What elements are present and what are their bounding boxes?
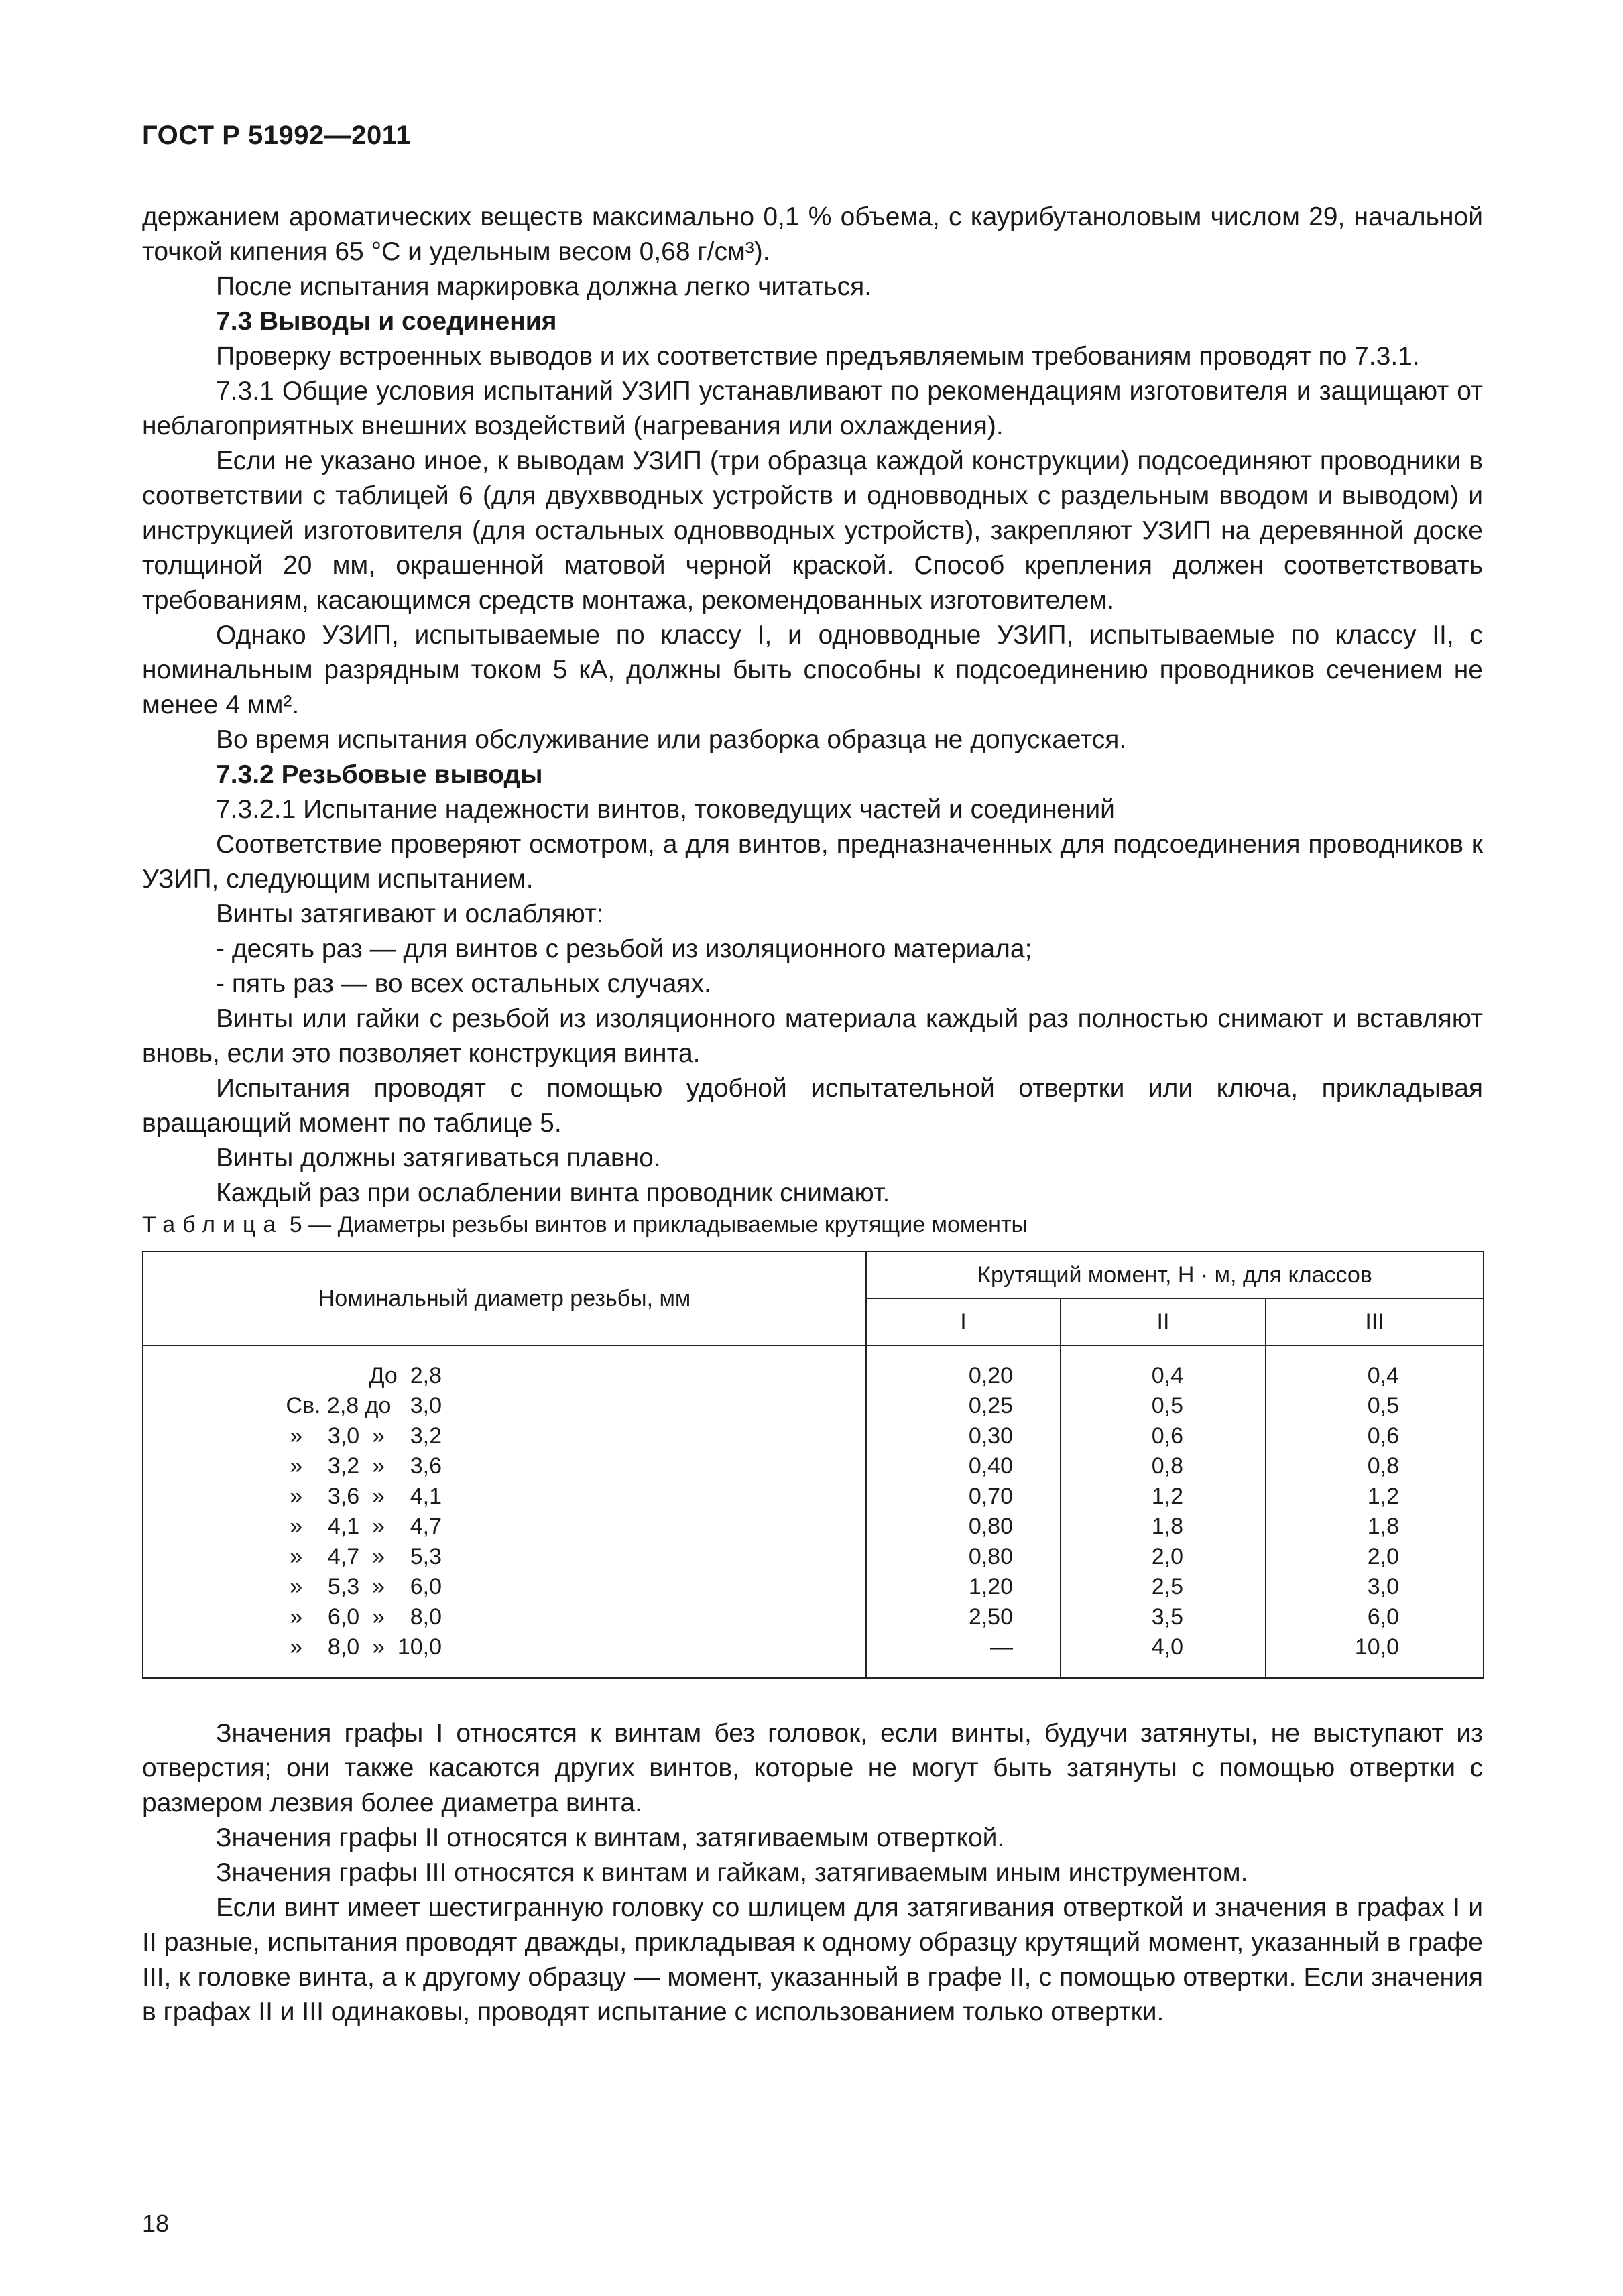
paragraph: После испытания маркировка должна легко читаться.: [216, 272, 872, 301]
class-iii-cell: 0,4: [1367, 1363, 1400, 1388]
class-iii-cell: 3,0: [1367, 1574, 1400, 1599]
table-caption-word: Таблица: [142, 1212, 284, 1237]
class-i-cell: 0,20: [968, 1363, 1013, 1388]
table-body-row: [143, 1345, 1484, 1678]
torque-table: [142, 1251, 1484, 1679]
paragraph: 7.3.1 Общие условия испытаний УЗИП устанавливают по рекомендациям изготовителя и защищают от неблагоприятных внешних воздействий (нагревания или охлаждения).: [142, 377, 1483, 440]
paragraph: Если винт имеет шестигранную головку со шлицем для затягивания отверткой и значения в графах I и II разные, испытания проводят дважды, прикладывая к одному образцу крутящий момент, указанный в графе III, к головке винта, а к другому образцу — момент, указанный в графе II, с помощью отвертки. Если значения в графах II и III одинаковы, проводят испытание с использованием только отвертки.: [142, 1893, 1483, 2027]
paragraph: Значения графы II относятся к винтам, затягиваемым отверткой.: [216, 1823, 1005, 1852]
class-ii-cell: 0,4: [1151, 1363, 1183, 1388]
paragraph: Винты затягивают и ослабляют:: [216, 900, 604, 928]
class-iii-cell: 1,8: [1367, 1514, 1400, 1539]
diameter-cell: » 6,0 » 8,0: [290, 1604, 442, 1630]
class-i-cell: 0,80: [968, 1514, 1013, 1539]
class-iii-cell: 0,6: [1367, 1423, 1400, 1449]
paragraph: Каждый раз при ослаблении винта проводник снимают.: [216, 1179, 890, 1207]
class-ii-cell: 1,8: [1151, 1514, 1183, 1539]
diameter-cell: » 3,2 » 3,6: [290, 1453, 442, 1479]
class-iii-cell: 2,0: [1367, 1544, 1400, 1569]
paragraph: Если не указано иное, к выводам УЗИП (три образца каждой конструкции) подсоединяют проводники в соответствии с таблицей 6 (для двухвводных устройств и одновводных с раздельным вводом и выводом) и инструкцией изготовителя (для остальных одновводных устройств), закрепляют УЗИП на деревянной доске толщиной 20 мм, окрашенной матовой черной краской. Способ крепления должен соответствовать требованиям, касающимся средств монтажа, рекомендованных изготовителем.: [142, 446, 1483, 615]
paragraph: Соответствие проверяют осмотром, а для винтов, предназначенных для подсоединения проводников к УЗИП, следующим испытанием.: [142, 830, 1483, 894]
class-i-cell: —: [990, 1634, 1013, 1660]
header-torque: Крутящий момент, Н · м, для классов: [866, 1252, 1484, 1298]
header-class-i: I: [866, 1298, 1061, 1345]
class-iii-cell: 0,5: [1367, 1393, 1400, 1418]
class-i-cell: 0,40: [968, 1453, 1013, 1479]
class-i-cell: 0,25: [968, 1393, 1013, 1418]
class-ii-cell: 0,5: [1151, 1393, 1183, 1418]
class-i-cell: 1,20: [968, 1574, 1013, 1599]
diameter-cell: Св. 2,8 до 3,0: [286, 1393, 442, 1418]
class-iii-cell: 10,0: [1354, 1634, 1400, 1660]
class-i-cell: 0,80: [968, 1544, 1013, 1569]
class-ii-cell: 3,5: [1151, 1604, 1183, 1630]
class-ii-column: [1061, 1345, 1266, 1678]
paragraph: Значения графы I относятся к винтам без головок, если винты, будучи затянуты, не выступают из отверстия; они также касаются других винтов, которые не могут быть затянуты с помощью отвертки с размером лезвия более диаметра винта.: [142, 1719, 1483, 1817]
class-i-cell: 2,50: [968, 1604, 1013, 1630]
class-i-column: [866, 1345, 1061, 1678]
diameter-cell: » 3,6 » 4,1: [290, 1484, 442, 1509]
table-caption: [142, 1212, 1028, 1238]
body-text-lower: [142, 1716, 1483, 2030]
header-class-iii: III: [1266, 1298, 1484, 1345]
class-i-cell: 0,30: [968, 1423, 1013, 1449]
class-ii-cell: 0,6: [1151, 1423, 1183, 1449]
diameter-cell: » 4,1 » 4,7: [290, 1514, 442, 1539]
paragraph: Винты или гайки с резьбой из изоляционного материала каждый раз полностью снимают и вставляют вновь, если это позволяет конструкция винта.: [142, 1004, 1483, 1068]
paragraph: Проверку встроенных выводов и их соответствие предъявляемым требованиям проводят по 7.3.1.: [216, 342, 1420, 371]
class-ii-cell: 4,0: [1151, 1634, 1183, 1660]
diameter-cell: До 2,8: [369, 1363, 442, 1388]
paragraph: - десять раз — для винтов с резьбой из изоляционного материала;: [216, 934, 1032, 963]
header-class-ii: II: [1061, 1298, 1266, 1345]
diameter-cell: » 5,3 » 6,0: [290, 1574, 442, 1599]
table-caption-title: 5 — Диаметры резьбы винтов и прикладываемые крутящие моменты: [289, 1212, 1028, 1237]
class-iii-cell: 1,2: [1367, 1484, 1400, 1509]
class-iii-column: [1266, 1345, 1484, 1678]
class-ii-cell: 2,0: [1151, 1544, 1183, 1569]
paragraph: Во время испытания обслуживание или разборка образца не допускается.: [216, 725, 1127, 754]
paragraph: - пять раз — во всех остальных случаях.: [216, 969, 711, 998]
class-ii-cell: 1,2: [1151, 1484, 1183, 1509]
document-header: ГОСТ Р 51992—2011: [142, 121, 411, 150]
diameter-column: [143, 1345, 866, 1678]
class-iii-cell: 0,8: [1367, 1453, 1400, 1479]
body-text-upper: [142, 200, 1483, 1211]
class-ii-cell: 2,5: [1151, 1574, 1183, 1599]
paragraph: держанием ароматических веществ максимально 0,1 % объема, с каурибутаноловым числом 29, начальной точкой кипения 65 °С и удельным весом 0,68 г/см³).: [142, 202, 1483, 266]
header-diameter: Номинальный диаметр резьбы, мм: [143, 1252, 866, 1345]
paragraph: Винты должны затягиваться плавно.: [216, 1144, 661, 1172]
class-i-cell: 0,70: [968, 1484, 1013, 1509]
paragraph: Испытания проводят с помощью удобной испытательной отвертки или ключа, прикладывая вращающий момент по таблице 5.: [142, 1074, 1483, 1138]
paragraph: 7.3.2.1 Испытание надежности винтов, токоведущих частей и соединений: [216, 795, 1115, 824]
paragraph: Однако УЗИП, испытываемые по классу I, и одновводные УЗИП, испытываемые по классу II, с номинальным разрядным током 5 кА, должны быть способны к подсоединению проводников сечением не менее 4 мм².: [142, 621, 1483, 719]
diameter-cell: » 4,7 » 5,3: [290, 1544, 442, 1569]
diameter-cell: » 8,0 » 10,0: [290, 1634, 442, 1660]
paragraph: Значения графы III относятся к винтам и гайкам, затягиваемым иным инструментом.: [216, 1858, 1248, 1887]
section-heading: 7.3.2 Резьбовые выводы: [216, 760, 543, 789]
page-number: 18: [142, 2210, 170, 2237]
diameter-cell: » 3,0 » 3,2: [290, 1423, 442, 1449]
section-heading: 7.3 Выводы и соединения: [216, 307, 557, 336]
class-ii-cell: 0,8: [1151, 1453, 1183, 1479]
class-iii-cell: 6,0: [1367, 1604, 1400, 1630]
